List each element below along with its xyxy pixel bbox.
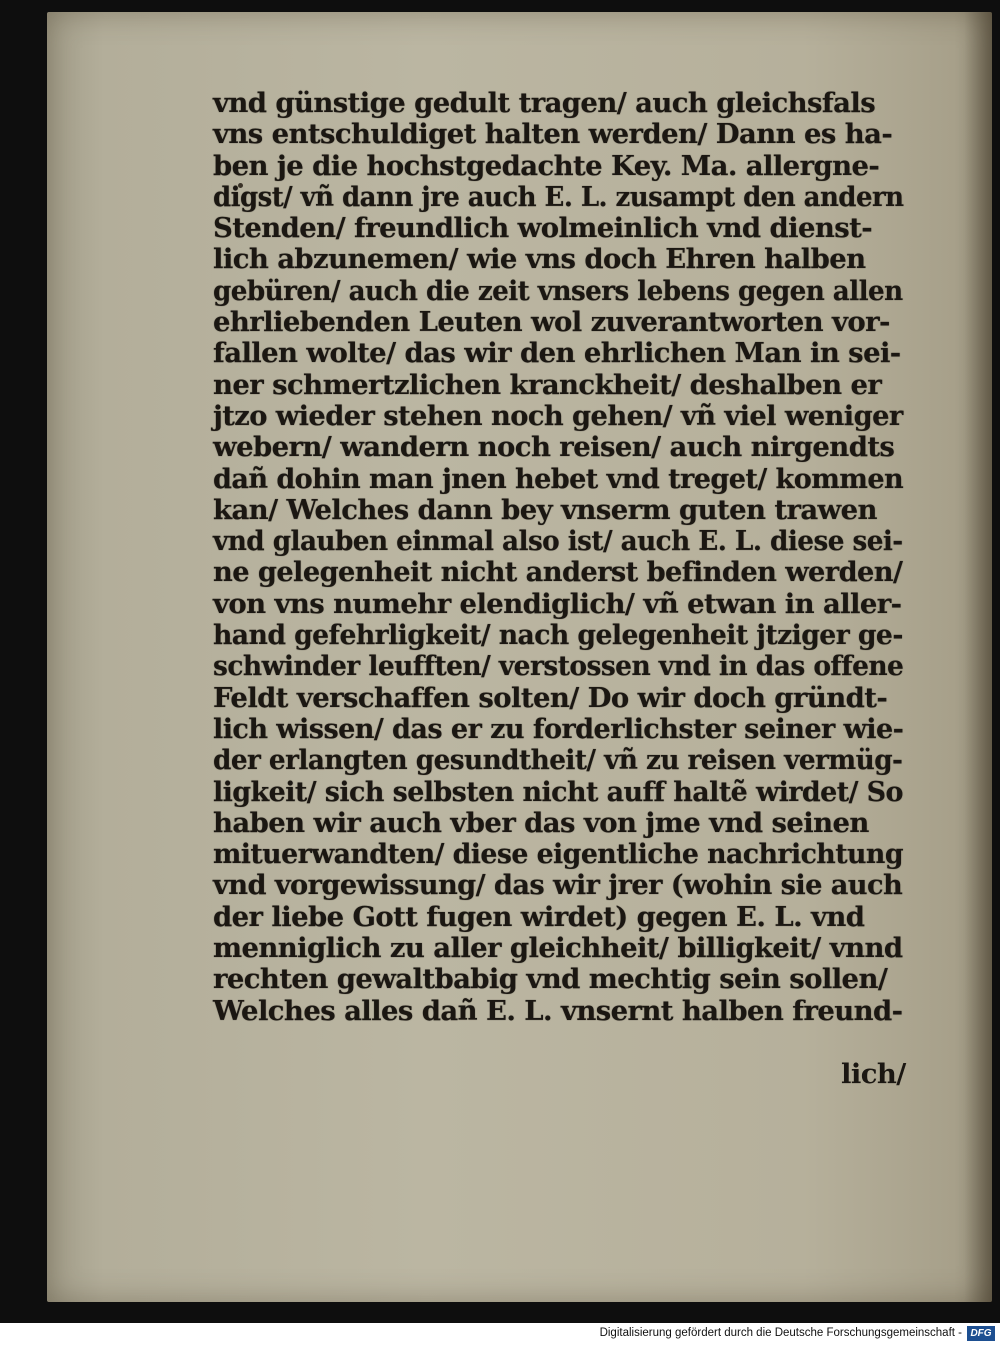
text-line: schwinder leufften/ verstossen vnd in das offene xyxy=(213,650,904,683)
text-line: ben je die hochstgedachte Key. Ma. allergne- xyxy=(213,149,880,182)
text-line: Welches alles dañ E. L. vnsernt halben freund- xyxy=(213,994,903,1027)
text-line: ne gelegenheit nicht anderst befinden werden/ xyxy=(213,556,903,589)
funding-credit: Digitalisierung gefördert durch die Deutsche Forschungsgemeinschaft - xyxy=(599,1327,962,1339)
page-text-block xyxy=(213,87,904,1027)
text-line: von vns numehr elendiglich/ vñ etwan in aller- xyxy=(213,587,902,620)
text-line: mituerwandten/ diese eigentliche nachrichtung xyxy=(213,838,903,871)
text-line: hand gefehrligkeit/ nach gelegenheit jtziger ge- xyxy=(213,619,903,652)
text-line: digst/ vñ dann jre auch E. L. zusampt den andern xyxy=(213,180,904,213)
text-line: lich wissen/ das er zu forderlichster seiner wie- xyxy=(213,712,904,745)
text-line: lich abzunemen/ wie vns doch Ehren halben xyxy=(213,243,866,276)
dfg-logo: DFG xyxy=(967,1326,995,1341)
text-line: der liebe Gott fugen wirdet) gegen E. L. vnd xyxy=(213,900,865,933)
text-line: Stenden/ freundlich wolmeinlich vnd dienst- xyxy=(213,212,873,245)
text-line: der erlangten gesundtheit/ vñ zu reisen vermüg- xyxy=(213,744,903,777)
text-line: vns entschuldiget halten werden/ Dann es ha- xyxy=(213,118,893,151)
text-line: haben wir auch vber das von jme vnd seinen xyxy=(213,806,869,839)
text-line: vnd günstige gedult tragen/ auch gleichsfals xyxy=(213,87,876,119)
text-line: ner schmertzlichen kranckheit/ deshalben er xyxy=(213,368,882,401)
text-line: rechten gewaltbabig vnd mechtig sein sollen/ xyxy=(213,963,888,996)
text-line: dañ dohin man jnen hebet vnd treget/ kommen xyxy=(213,462,904,495)
text-line: fallen wolte/ das wir den ehrlichen Man in sei- xyxy=(213,337,901,370)
page-edge-shadow xyxy=(964,12,992,1302)
text-line: vnd glauben einmal also ist/ auch E. L. diese sei- xyxy=(213,525,903,558)
text-line: Feldt verschaffen solten/ Do wir doch gründt- xyxy=(213,681,888,714)
text-line: gebüren/ auch die zeit vnsers lebens gegen allen xyxy=(213,274,903,307)
text-line: webern/ wandern noch reisen/ auch nirgendts xyxy=(213,431,895,464)
text-line: vnd vorgewissung/ das wir jrer (wohin sie auch xyxy=(213,869,903,902)
text-line: jtzo wieder stehen noch gehen/ vñ viel weniger xyxy=(213,399,903,432)
text-line: kan/ Welches dann bey vnserm guten trawen xyxy=(213,493,877,526)
text-line: menniglich zu aller gleichheit/ billigkeit/ vnnd xyxy=(213,932,903,965)
footer-bar xyxy=(0,1323,1000,1345)
text-line: ehrliebenden Leuten wol zuverantworten vor- xyxy=(213,306,890,339)
text-line: ligkeit/ sich selbsten nicht auff haltẽ wirdet/ So xyxy=(213,775,903,808)
catchword: lich/ xyxy=(841,1058,906,1090)
